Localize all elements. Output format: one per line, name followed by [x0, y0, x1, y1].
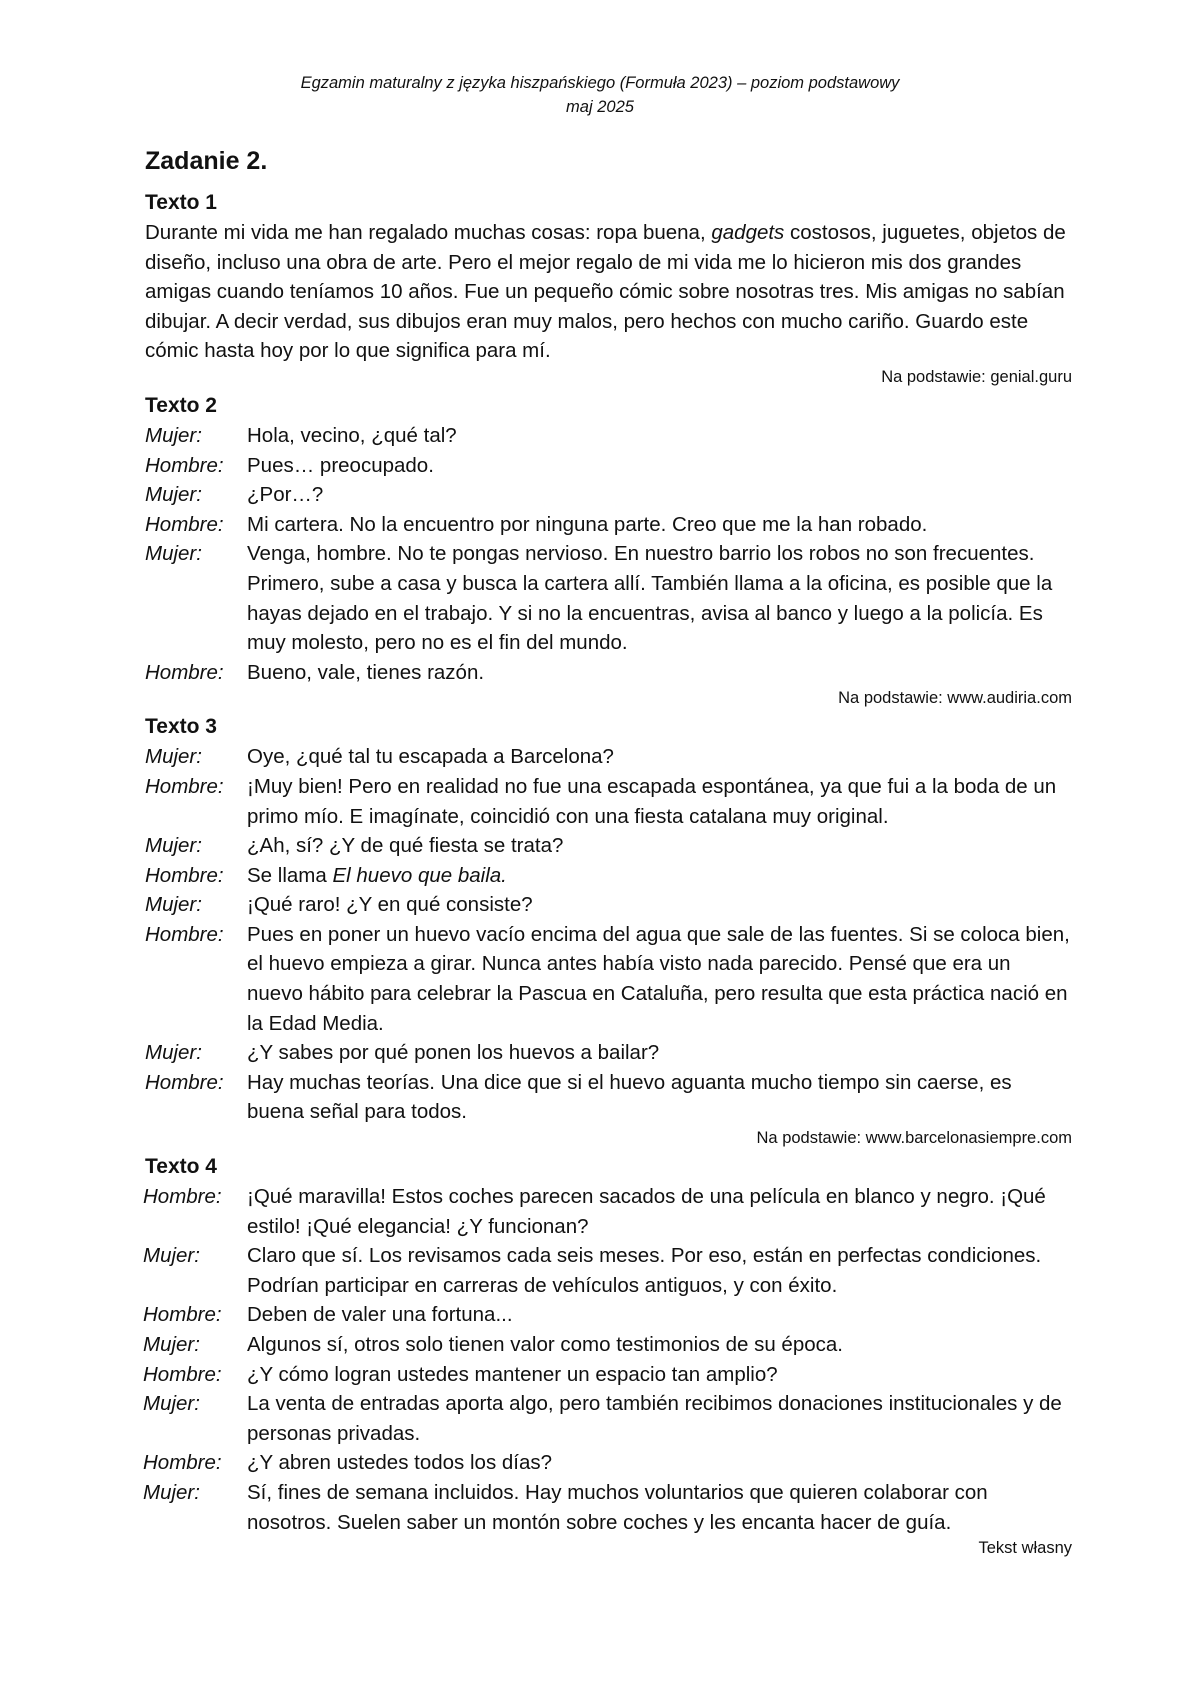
text-1-part-1: Durante mi vida me han regalado muchas cosas: ropa buena, [145, 221, 712, 244]
dialogue-line [145, 1330, 1072, 1360]
speaker-label: Mujer: [145, 1041, 202, 1065]
utterance: Venga, hombre. No te pongas nervioso. En nuestro barrio los robos no son frecuentes. Primero, sube a casa y busca la cartera allí. También llama a la oficina, es posible que la hayas dejado en el trabajo. Y si no la encuentras, avisa al banco y luego a la policía. Es muy molesto, pero no es el fin del mundo. [247, 542, 1053, 655]
utterance: ¡Qué maravilla! Estos coches parecen sacados de una película en blanco y negro. ¡Qué estilo! ¡Qué elegancia! ¿Y funcionan? [247, 1185, 1046, 1238]
dialogue-line [145, 421, 1072, 451]
dialogue-line [145, 742, 1072, 772]
text-2-heading: Texto 2 [145, 393, 217, 417]
exam-title: Egzamin maturalny z języka hiszpańskiego (Formuła 2023) – poziom podstawowy [300, 74, 900, 92]
dialogue-line [145, 1300, 1072, 1330]
utterance: Claro que sí. Los revisamos cada seis meses. Por eso, están en perfectas condiciones. Podrían participar en carreras de vehículos antiguos, y con éxito. [247, 1244, 1042, 1297]
page-header [0, 71, 1200, 119]
dialogue-line [145, 920, 1072, 1038]
dialogue-line [145, 1182, 1072, 1241]
utterance: ¿Y sabes por qué ponen los huevos a bailar? [247, 1041, 660, 1065]
dialogue-line [145, 1068, 1072, 1127]
speaker-label: Mujer: [145, 483, 202, 507]
speaker-label: Mujer: [143, 1480, 200, 1504]
utterance-part: Se llama [247, 863, 333, 887]
utterance: Hay muchas teorías. Una dice que si el huevo aguanta mucho tiempo sin caerse, es buena señal para todos. [247, 1070, 1012, 1124]
speaker-label: Hombre: [145, 512, 224, 536]
utterance: Deben de valer una fortuna... [247, 1303, 513, 1327]
dialogue-line [145, 539, 1072, 657]
dialogue-line [145, 480, 1072, 510]
speaker-label: Mujer: [145, 834, 202, 858]
speaker-label: Mujer: [145, 423, 202, 447]
utterance: ¿Y abren ustedes todos los días? [247, 1451, 553, 1475]
speaker-label: Mujer: [143, 1244, 200, 1268]
text-4-heading: Texto 4 [145, 1155, 217, 1179]
text-3-section [145, 714, 1072, 1149]
speaker-label: Hombre: [143, 1185, 222, 1209]
speaker-label: Mujer: [145, 893, 202, 917]
speaker-label: Hombre: [145, 660, 224, 684]
text-4-dialogue [145, 1182, 1072, 1537]
text-2-source: Na podstawie: www.audiria.com [838, 689, 1072, 708]
speaker-label: Mujer: [145, 745, 202, 769]
utterance: Mi cartera. No la encuentro por ninguna parte. Creo que me la han robado. [247, 512, 928, 536]
utterance: Hola, vecino, ¿qué tal? [247, 423, 457, 447]
text-3-heading: Texto 3 [145, 715, 217, 739]
speaker-label: Hombre: [145, 1070, 224, 1094]
dialogue-line [145, 1478, 1072, 1537]
speaker-label: Hombre: [143, 1362, 222, 1386]
speaker-label: Mujer: [143, 1333, 200, 1356]
text-1-paragraph [145, 218, 1072, 366]
dialogue-line [145, 1389, 1072, 1448]
utterance: ¡Qué raro! ¿Y en qué consiste? [247, 893, 533, 917]
utterance: Sí, fines de semana incluidos. Hay muchos voluntarios que quieren colaborar con nosotros. Suelen saber un montón sobre coches y les encanta hacer de guía. [247, 1480, 988, 1534]
text-4-source: Tekst własny [978, 1539, 1072, 1558]
text-3-source: Na podstawie: www.barcelonasiempre.com [756, 1129, 1072, 1148]
speaker-label: Mujer: [143, 1392, 200, 1416]
speaker-label: Mujer: [145, 542, 202, 566]
dialogue-line [145, 451, 1072, 481]
speaker-label: Hombre: [145, 774, 224, 798]
utterance: Oye, ¿qué tal tu escapada a Barcelona? [247, 745, 614, 769]
utterance: Algunos sí, otros solo tienen valor como testimonios de su época. [247, 1333, 843, 1356]
text-1-source: Na podstawie: genial.guru [881, 367, 1072, 386]
utterance: Pues… preocupado. [247, 453, 434, 477]
dialogue-line [145, 890, 1072, 920]
dialogue-line [145, 510, 1072, 540]
speaker-label: Hombre: [145, 453, 224, 477]
text-3-dialogue [145, 742, 1072, 1127]
text-2-dialogue [145, 421, 1072, 687]
fiesta-name: El huevo que baila. [332, 863, 507, 887]
utterance: La venta de entradas aporta algo, pero también recibimos donaciones institucionales y de personas privadas. [247, 1392, 1062, 1445]
speaker-label: Hombre: [145, 922, 224, 946]
text-2-section [145, 393, 1072, 709]
text-1-emphasis: gadgets [711, 221, 785, 244]
dialogue-line [145, 772, 1072, 831]
text-1-section [145, 190, 1072, 388]
speaker-label: Hombre: [143, 1451, 222, 1475]
dialogue-line [145, 831, 1072, 861]
text-1-heading: Texto 1 [145, 191, 217, 214]
dialogue-line [145, 1448, 1072, 1478]
dialogue-line [145, 861, 1072, 891]
dialogue-line [145, 1360, 1072, 1390]
text-1-part-2: costosos, juguetes, objetos de diseño, incluso una obra de arte. Pero el mejor regalo de mi vida me lo hicieron mis dos grandes amigas cuando teníamos 10 años. Fue un pequeño cómic sobre nosotras tres. Mis amigas no sabían dibujar. A decir verdad, sus dibujos eran muy malos, pero hechos con mucho cariño. Guardo este cómic hasta hoy por lo que significa para mí. [145, 221, 1066, 363]
utterance: ¿Por…? [247, 483, 324, 507]
utterance: Pues en poner un huevo vacío encima del agua que sale de las fuentes. Si se coloca bien, el huevo empieza a girar. Nunca antes había visto nada parecido. Pensé que era un nuevo hábito para celebrar la Pascua en Cataluña, pero resulta que esta práctica nació en la Edad Media. [247, 922, 1070, 1035]
utterance: ¿Ah, sí? ¿Y de qué fiesta se trata? [247, 834, 564, 858]
dialogue-line [145, 1038, 1072, 1068]
dialogue-line [145, 1241, 1072, 1300]
speaker-label: Hombre: [143, 1303, 222, 1327]
utterance: Bueno, vale, tienes razón. [247, 660, 485, 684]
task-title: Zadanie 2. [145, 147, 268, 175]
speaker-label: Hombre: [145, 863, 224, 887]
dialogue-line [145, 658, 1072, 688]
text-4-section [145, 1154, 1072, 1559]
utterance [247, 861, 1072, 891]
exam-date: maj 2025 [566, 98, 634, 116]
document-body [145, 146, 1072, 1564]
utterance: ¿Y cómo logran ustedes mantener un espacio tan amplio? [247, 1362, 778, 1386]
utterance: ¡Muy bien! Pero en realidad no fue una escapada espontánea, ya que fui a la boda de un primo mío. E imagínate, coincidió con una fiesta catalana muy original. [247, 774, 1057, 828]
